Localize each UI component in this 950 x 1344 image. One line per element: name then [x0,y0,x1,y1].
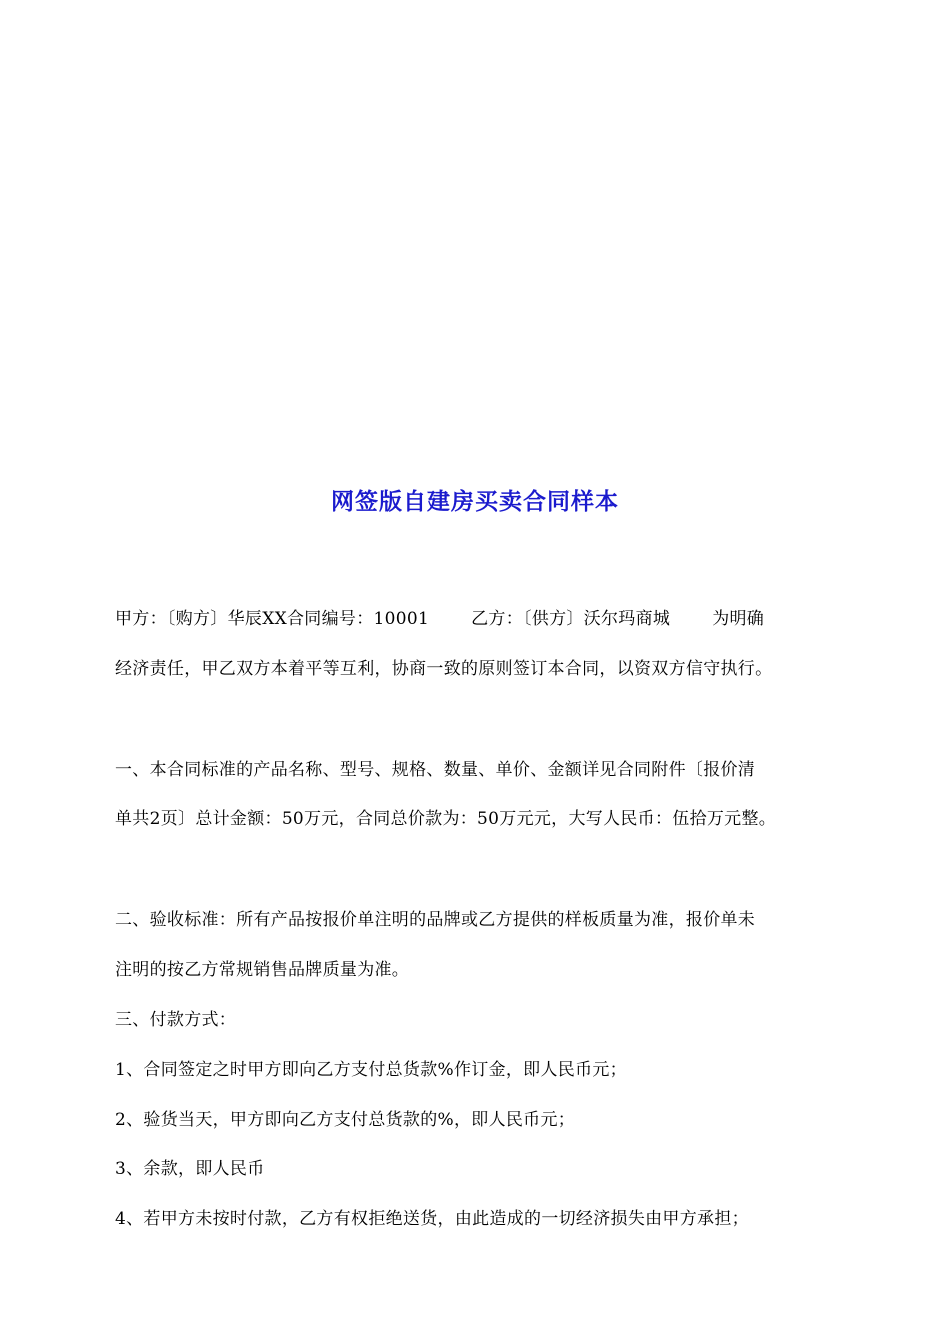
party-b-text: 乙方：〔供方〕沃尔玛商城 [471,609,671,629]
clause-2-line-2: 注明的按乙方常规销售品牌质量为准。 [115,960,410,980]
party-a-text: 甲方：〔购方〕华辰XX合同编号：10001 [115,609,430,629]
document-title: 网签版自建房买卖合同样本 [331,489,619,515]
clause-3-heading: 三、付款方式： [115,1010,237,1030]
parties-line [115,607,764,631]
intro-start-text: 为明确 [712,609,765,629]
payment-item-1: 1、合同签定之时甲方即向乙方支付总货款%作订金，即人民币元； [115,1060,627,1080]
payment-item-3: 3、余款，即人民币 [115,1159,265,1179]
clause-2-line-1: 二、验收标准：所有产品按报价单注明的品牌或乙方提供的样板质量为准，报价单未 [115,910,756,930]
clause-1-line-1: 一、本合同标准的产品名称、型号、规格、数量、单价、金额详见合同附件〔报价清 [115,760,756,780]
payment-item-4: 4、若甲方未按时付款，乙方有权拒绝送货，由此造成的一切经济损失由甲方承担； [115,1209,749,1229]
intro-continued-line: 经济责任，甲乙双方本着平等互利，协商一致的原则签订本合同，以资双方信守执行。 [115,659,773,679]
clause-1-line-2: 单共2页〕总计金额：50万元，合同总价款为：50万元元，大写人民币：伍拾万元整。 [115,809,777,829]
payment-item-2: 2、验货当天，甲方即向乙方支付总货款的%，即人民币元； [115,1110,576,1130]
